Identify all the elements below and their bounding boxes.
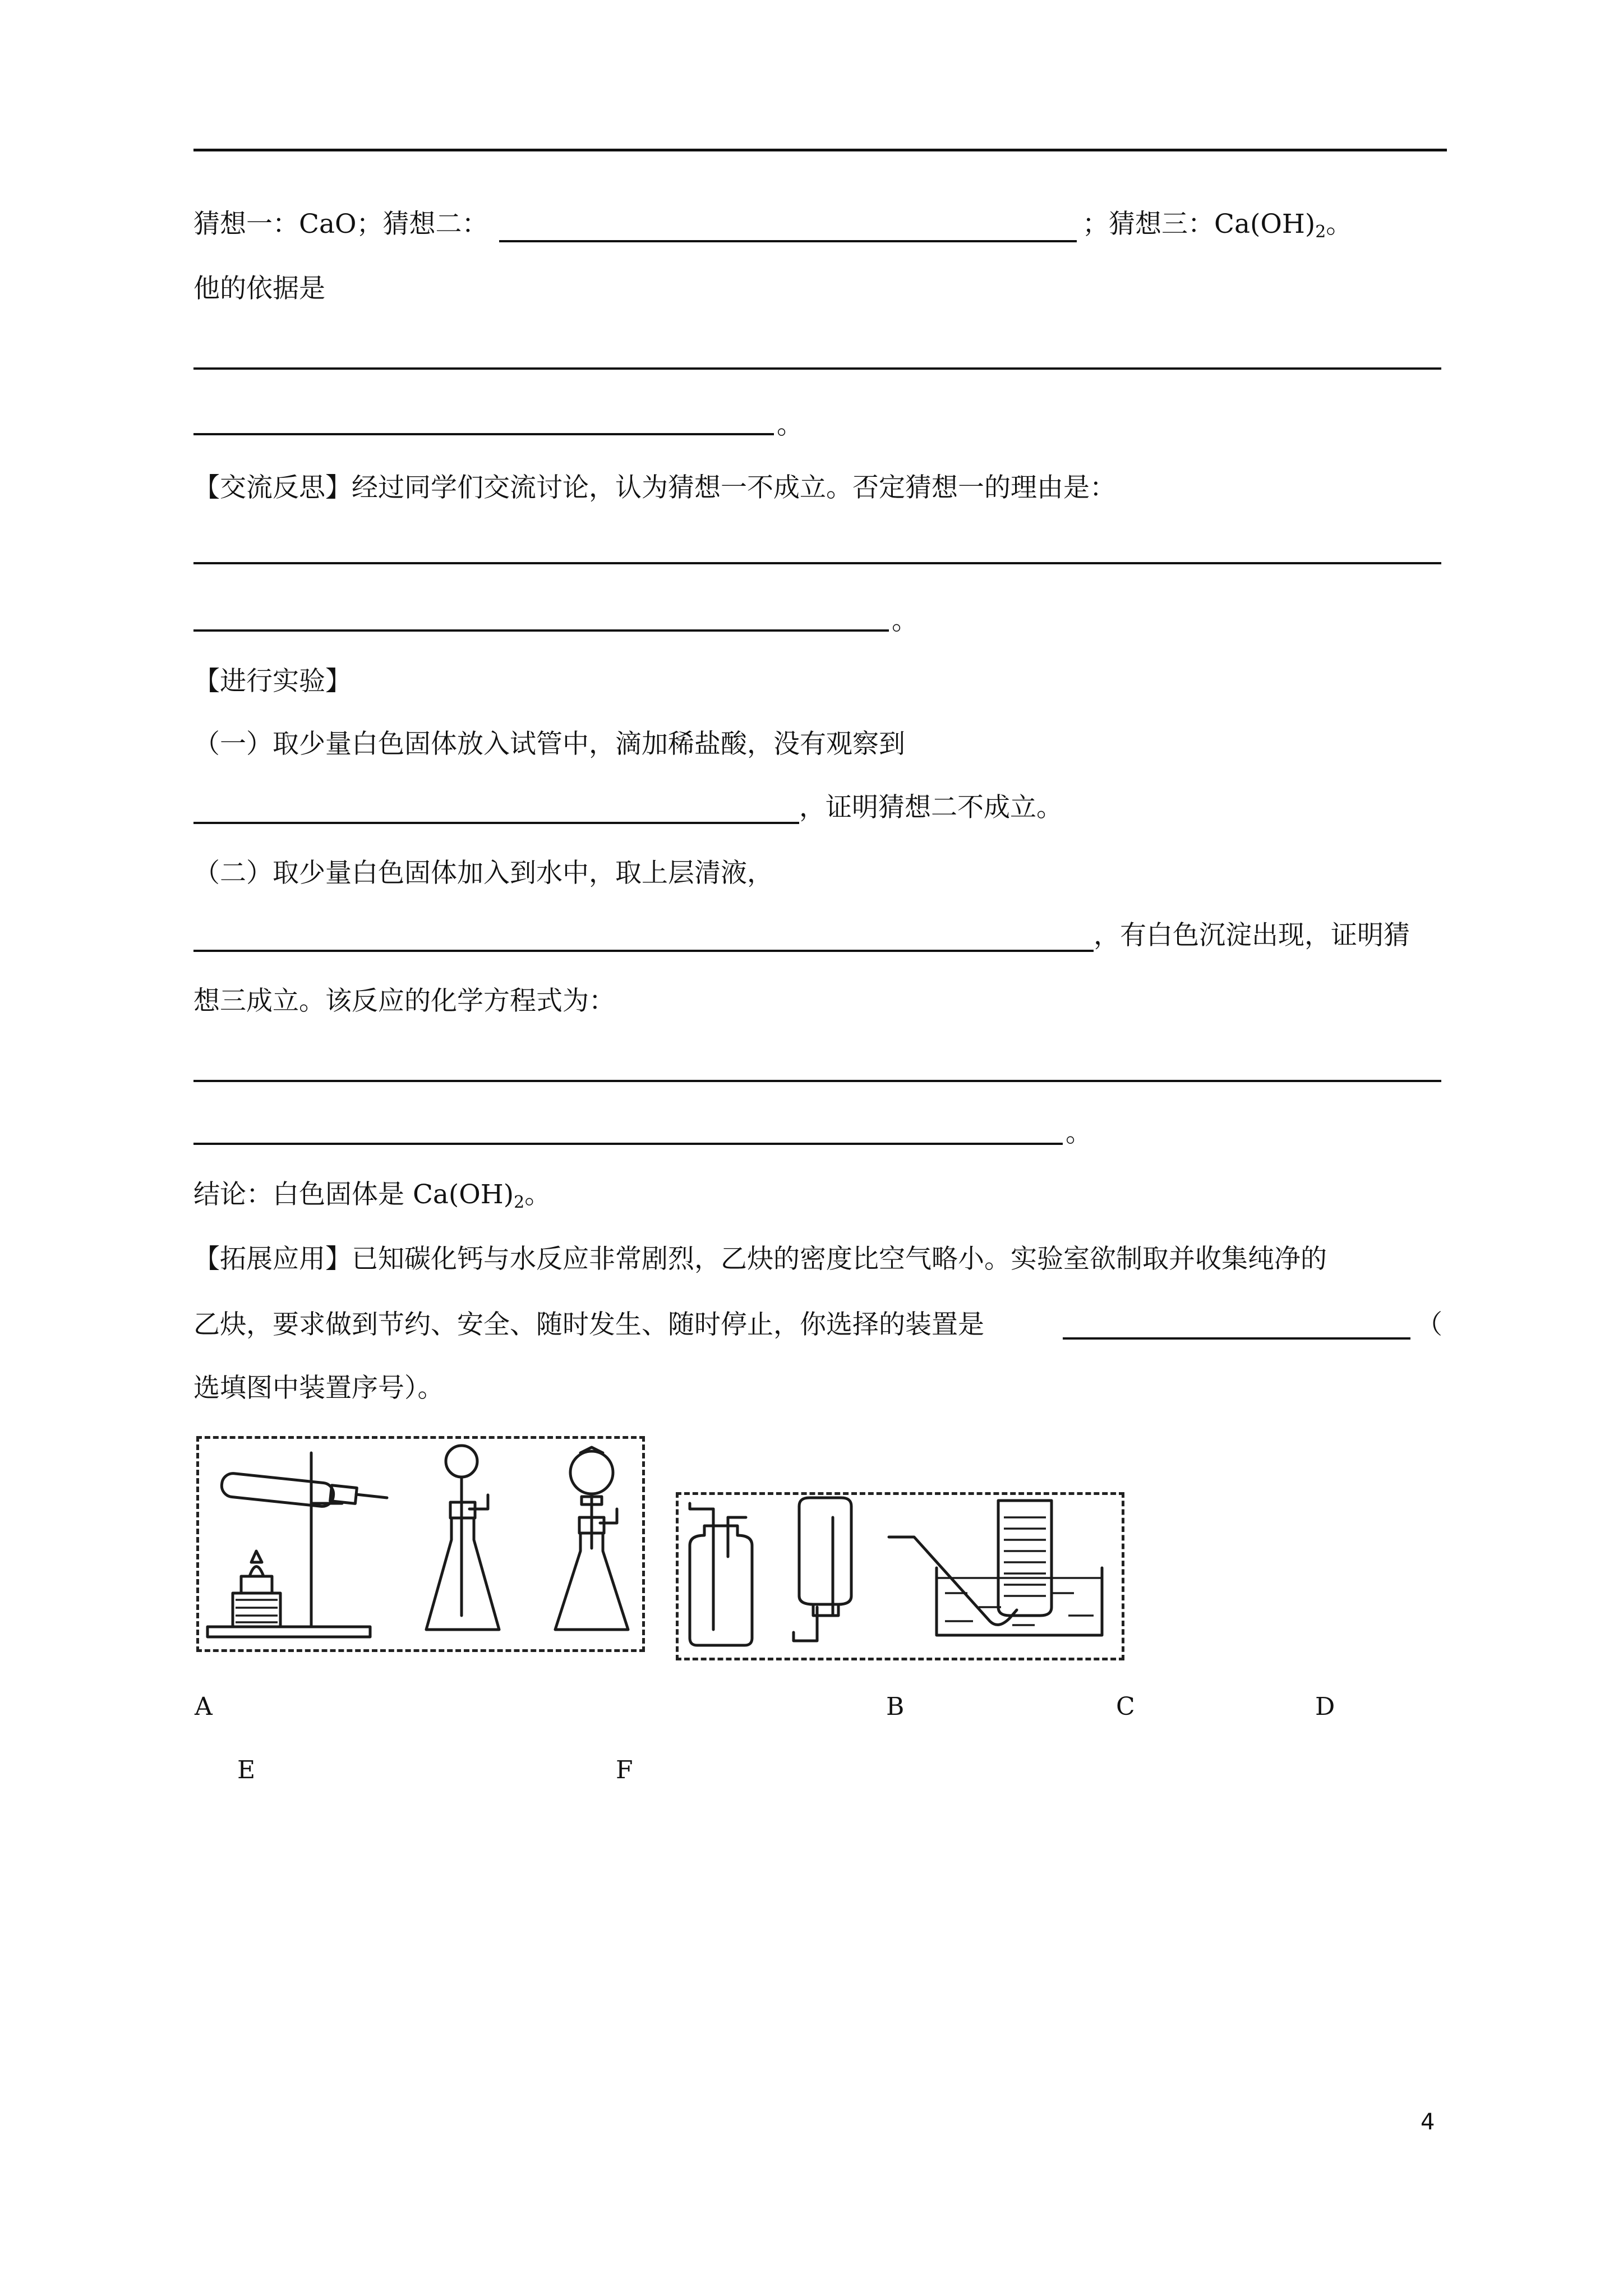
label-e: E	[237, 1756, 256, 1784]
header-rule	[193, 149, 1447, 151]
blank-equation-1[interactable]	[193, 1080, 1441, 1082]
blank-basis-2[interactable]	[193, 433, 774, 435]
apparatus-d-gas-bottle	[679, 1495, 763, 1652]
blank-observation[interactable]	[193, 822, 799, 824]
period: 。	[777, 409, 803, 440]
subscript: 2	[1315, 222, 1326, 242]
apparatus-c-separatory-funnel-flask	[547, 1442, 648, 1644]
blank-hypothesis-two[interactable]	[499, 240, 1077, 242]
blank-reason-2[interactable]	[193, 629, 889, 632]
experiment-two-text: （二）取少量白色固体加入到水中，取上层清液，	[193, 858, 773, 889]
blank-apparatus-choice[interactable]	[1063, 1337, 1410, 1340]
apparatus-e-inverted-bottle	[782, 1495, 866, 1652]
blank-equation-2[interactable]	[193, 1143, 1063, 1145]
period: 。	[892, 605, 918, 636]
label-b: B	[886, 1692, 905, 1721]
experiment-one-conclusion: ，证明猜想二不成立。	[799, 792, 1063, 823]
label-a: A	[195, 1692, 213, 1721]
blank-basis-1[interactable]	[193, 367, 1441, 370]
label-f: F	[616, 1756, 633, 1784]
hypothesis-three-line	[1082, 208, 1352, 249]
period: 。	[1326, 209, 1353, 240]
hypothesis-line	[193, 208, 488, 241]
open-paren: （	[1416, 1309, 1442, 1340]
conclusion-line	[193, 1178, 551, 1220]
period: 。	[524, 1179, 551, 1210]
apparatus-b-long-funnel-flask	[418, 1442, 519, 1644]
period: 。	[1066, 1117, 1092, 1148]
blank-operation[interactable]	[193, 950, 1094, 952]
blank-reason-1[interactable]	[193, 562, 1441, 564]
conclusion-text: 结论：白色固体是 Ca(OH)	[193, 1179, 514, 1210]
experiment-heading: 【进行实验】	[193, 666, 352, 697]
hypothesis-three-text: ；猜想三：Ca(OH)	[1082, 209, 1316, 240]
apparatus-a-heating-tube	[202, 1442, 437, 1644]
basis-text: 他的依据是	[193, 273, 325, 304]
label-d: D	[1315, 1692, 1335, 1721]
label-c: C	[1116, 1692, 1135, 1721]
experiment-two-result: ，有白色沉淀出现，证明猜	[1094, 920, 1410, 951]
experiment-one-text: （一）取少量白色固体放入试管中，滴加稀盐酸，没有观察到	[193, 729, 905, 760]
extension-question: 乙炔，要求做到节约、安全、随时发生、随时停止，你选择的装置是	[193, 1309, 984, 1340]
reflection-text: 【交流反思】经过同学们交流讨论，认为猜想一不成立。否定猜想一的理由是：	[193, 472, 1116, 503]
apparatus-f-water-trough	[883, 1495, 1119, 1652]
subscript: 2	[514, 1193, 525, 1212]
equation-prompt: 想三成立。该反应的化学方程式为：	[193, 986, 615, 1016]
extension-text: 【拓展应用】已知碳化钙与水反应非常剧烈，乙炔的密度比空气略小。实验室欲制取并收集纯净的	[193, 1244, 1327, 1274]
page-number: 4	[1421, 2109, 1435, 2135]
hypothesis-one-text: 猜想一：CaO；猜想二：	[193, 209, 488, 240]
extension-hint: 选填图中装置序号）。	[193, 1373, 444, 1404]
